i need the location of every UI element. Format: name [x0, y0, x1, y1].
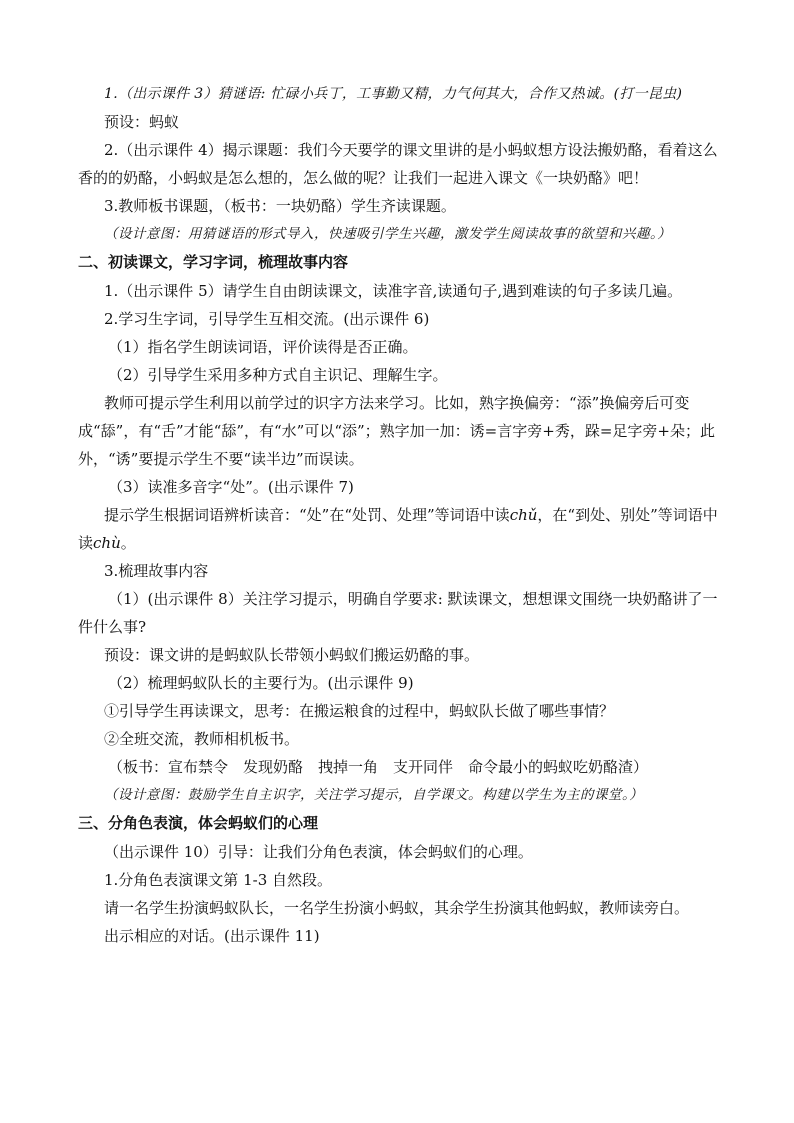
paragraph-role-play-1-3: 1.分角色表演课文第 1-3 自然段。: [104, 871, 333, 889]
paragraph-pronunciation: [78, 501, 720, 557]
pinyin-chu4: chù: [93, 534, 121, 552]
paragraph-read-words: （1）指名学生朗读词语，评价读得是否正确。: [108, 338, 418, 356]
paragraph-teacher-hints: 教师可提示学生利用以前学过的识字方法来学习。比如，熟字换偏旁：“添”换偏旁后可变成“舔”，有“舌”才能“舔”，有“水”可以“添”；熟字加一加：诱=言字旁+秀，跺=足字旁+朵；此外，“诱”要提示学生不要“读半边”而误读。: [78, 394, 715, 468]
paragraph-polyphone: （3）读准多音字“处”。(出示课件 7): [108, 478, 354, 496]
pinyin-chu3: chǔ: [509, 506, 538, 524]
paragraph-show-dialogue: 出示相应的对话。(出示课件 11): [104, 927, 320, 945]
paragraph-learn-words: 2.学习生字词，引导学生互相交流。(出示课件 6): [104, 310, 430, 328]
section-heading-3: 三、分角色表演，体会蚂蚁们的心理: [78, 814, 319, 832]
paragraph-story-outline: 3.梳理故事内容: [104, 562, 209, 580]
paragraph-preset-story: 预设：课文讲的是蚂蚁队长带领小蚂蚁们搬运奶酪的事。: [104, 646, 480, 664]
pronunciation-text-a: 提示学生根据词语辨析读音：“处”在“处罚、处理”等词语中读: [104, 506, 510, 524]
paragraph-reread: ①引导学生再读课文，思考：在搬运粮食的过程中，蚂蚁队长做了哪些事情？: [104, 702, 615, 720]
paragraph-study-tips: （1）(出示课件 8）关注学习提示，明确自学要求: 默读课文，想想课文围绕一块奶酪讲了一件什么事?: [78, 590, 718, 636]
pronunciation-text-c: 。: [120, 534, 136, 552]
paragraph-assign-roles: 请一名学生扮演蚂蚁队长，一名学生扮演小蚂蚁，其余学生扮演其他蚂蚁，教师读旁白。: [104, 899, 690, 917]
design-intent-note-1: （设计意图：用猜谜语的形式导入，快速吸引学生兴趣，激发学生阅读故事的欲望和兴趣。）: [104, 226, 672, 242]
paragraph-riddle: 1.（出示课件 3）猜谜语: 忙碌小兵丁，工事勤又精，力气何其大，合作又热诚。(打一昆虫): [104, 86, 683, 102]
paragraph-free-reading: 1.（出示课件 5）请学生自由朗读课文，读准字音,读通句子,遇到难读的句子多读几遍。: [104, 282, 683, 300]
paragraph-board-title: 3.教师板书课题，（板书：一块奶酪）学生齐读课题。: [104, 197, 456, 215]
design-intent-note-2: （设计意图：鼓励学生自主识字，关注学习提示，自学课文。构建以学生为主的课堂。）: [104, 787, 644, 803]
paragraph-captain-actions: （2）梳理蚂蚁队长的主要行为。(出示课件 9): [108, 674, 414, 692]
paragraph-class-exchange: ②全班交流，教师相机板书。: [104, 730, 300, 748]
paragraph-board-notes: （板书：宣布禁令 发现奶酪 拽掉一角 支开同伴 命令最小的蚂蚁吃奶酪渣）: [108, 758, 649, 776]
section-heading-2: 二、初读课文，学习字词，梳理故事内容: [78, 253, 349, 271]
paragraph-recognize-chars: （2）引导学生采用多种方式自主识记、理解生字。: [108, 366, 448, 384]
paragraph-preset-answer: 预设：蚂蚁: [104, 113, 180, 131]
document-page: [78, 80, 720, 950]
paragraph-role-play-intro: （出示课件 10）引导：让我们分角色表演，体会蚂蚁们的心理。: [104, 843, 533, 861]
paragraph-reveal-topic: 2.（出示课件 4）揭示课题：我们今天要学的课文里讲的是小蚂蚁想方设法搬奶酪，看着这么香的的奶酪，小蚂蚁是怎么想的，怎么做的呢？让我们一起进入课文《一块奶酪》吧！: [78, 141, 718, 187]
pronunciation-text-b: ，在“到处、别处”等词语中读: [78, 506, 718, 552]
